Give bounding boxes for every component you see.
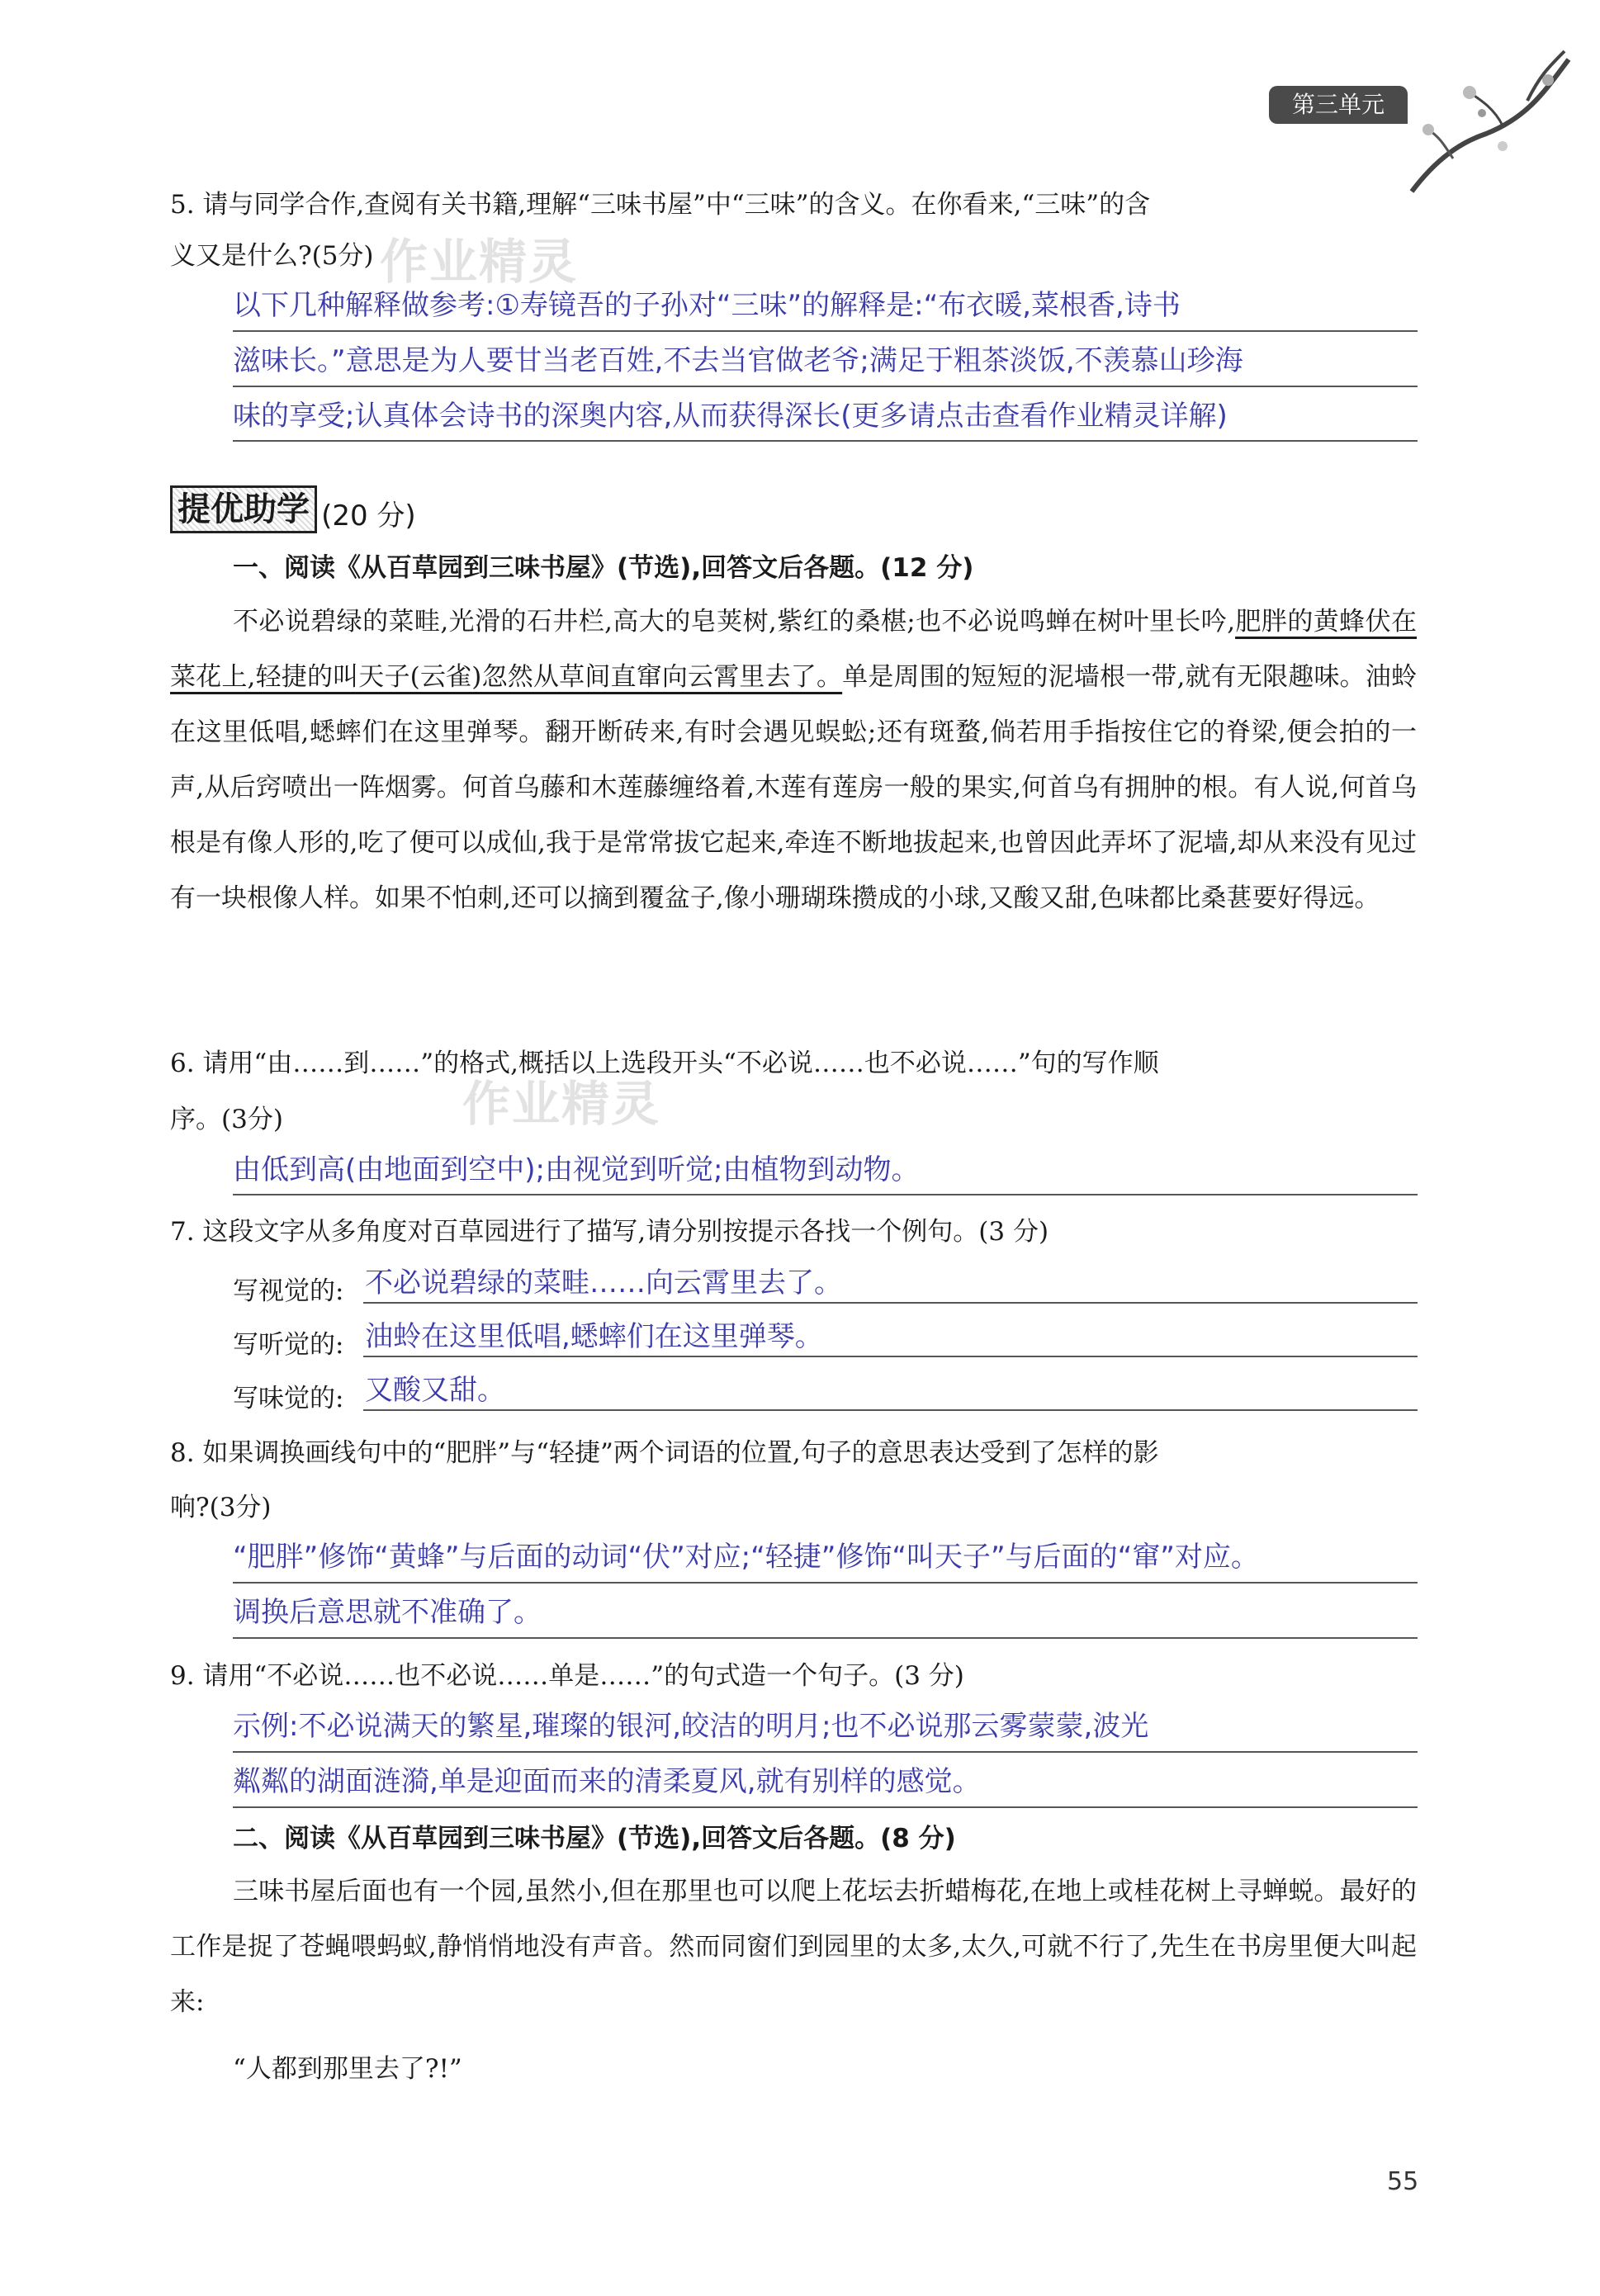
answer-rule: [233, 1194, 1418, 1195]
answer-rule: [233, 1582, 1418, 1584]
part2-passage: 三味书屋后面也有一个园,虽然小,但在那里也可以爬上花坛去折蜡梅花,在地上或桂花树上寻蝉蜕。最好的工作是捉了苍蝇喂蚂蚁,静悄悄地没有声音。然而同窗们到园里的太多,太久,可就不行了,先生在书房里便大叫起来:: [170, 1877, 1417, 2017]
q5-answer-line2: 滋味长。”意思是为人要甘当老百姓,不去当官做老爷;满足于粗茶淡饭,不羡慕山珍海: [233, 344, 1243, 377]
q6-question-line2: 序。(3分): [170, 1105, 283, 1134]
answer-rule: [233, 330, 1418, 332]
q8-answer-line1: “肥胖”修饰“黄蜂”与后面的动词“伏”对应;“轻捷”修饰“叫天子”与后面的“窜”对应。: [233, 1541, 1259, 1574]
q5-question-line1: 5. 请与同学合作,查阅有关书籍,理解“三味书屋”中“三味”的含义。在你看来,“三味”的含: [170, 190, 1151, 220]
q7-answer-sight: 不必说碧绿的菜畦……向云霄里去了。: [365, 1266, 842, 1299]
section-title-text: 提优助学: [170, 485, 317, 533]
section-title: [170, 485, 416, 533]
q7-label-taste: 写味觉的:: [233, 1384, 344, 1413]
passage-rest: 单是周围的短短的泥墙根一带,就有无限趣味。油蛉在这里低唱,蟋蟀们在这里弹琴。翻开断砖来,有时会遇见蜈蚣;还有斑蝥,倘若用手指按住它的脊梁,便会拍的一声,从后窍喷出一阵烟雾。何首乌藤和木莲藤缠络着,木莲有莲房一般的果实,何首乌有拥肿的根。有人说,何首乌根是有像人形的,吃了便可以成仙,我于是常常拔它起来,牵连不断地拔起来,也曾因此弄坏了泥墙,却从来没有见过有一块根像人样。如果不怕刺,还可以摘到覆盆子,像小珊瑚珠攒成的小球,又酸又甜,色味都比桑葚要好得远。: [170, 662, 1417, 913]
answer-rule: [363, 1302, 1418, 1304]
q8-answer-line2: 调换后意思就不准确了。: [233, 1596, 542, 1629]
q9-answer-line2: 粼粼的湖面涟漪,单是迎面而来的清柔夏风,就有别样的感觉。: [233, 1765, 981, 1798]
answer-rule: [363, 1409, 1418, 1411]
q7-label-hearing: 写听觉的:: [233, 1330, 344, 1360]
watermark: 作业精灵: [462, 1076, 661, 1132]
page-number: 55: [1387, 2167, 1419, 2196]
answer-rule: [363, 1356, 1418, 1357]
watermark: 作业精灵: [380, 234, 579, 290]
part2-quote: “人都到那里去了?!”: [233, 2054, 462, 2084]
q8-question-line2: 响?(3分): [170, 1493, 272, 1522]
q5-answer-line1: 以下几种解释做参考:①寿镜吾的子孙对“三味”的解释是:“布衣暖,菜根香,诗书: [233, 289, 1181, 322]
plum-branch-icon: [1404, 43, 1577, 200]
q7-answer-hearing: 油蛉在这里低唱,蟋蟀们在这里弹琴。: [365, 1320, 823, 1353]
q6-answer: 由低到高(由地面到空中);由视觉到听觉;由植物到动物。: [233, 1153, 920, 1186]
answer-rule: [233, 1806, 1418, 1808]
answer-rule: [233, 1637, 1418, 1639]
part1-passage: [170, 594, 1417, 1057]
q5-question-line2: 义又是什么?(5分): [170, 241, 374, 271]
section-score: (20 分): [321, 499, 416, 533]
answer-rule: [233, 386, 1418, 387]
q7-label-sight: 写视觉的:: [233, 1276, 344, 1306]
unit-tab: 第三单元: [1269, 86, 1408, 124]
passage-underlined-sentence: 肥胖的黄蜂伏在菜花上,轻捷的叫天子(云雀)忽然从草间直窜向云霄里去了。: [170, 607, 1417, 692]
q8-question-line1: 8. 如果调换画线句中的“肥胖”与“轻捷”两个词语的位置,句子的意思表达受到了怎样的影: [170, 1438, 1159, 1468]
q5-answer-line3: 味的享受;认真体会诗书的深奥内容,从而获得深长(更多请点击查看作业精灵详解): [233, 400, 1228, 433]
answer-rule: [233, 440, 1418, 442]
q7-question: 7. 这段文字从多角度对百草园进行了描写,请分别按提示各找一个例句。(3 分): [170, 1217, 1049, 1247]
part2-heading: 二、阅读《从百草园到三味书屋》(节选),回答文后各题。(8 分): [233, 1824, 956, 1853]
q6-question-line1: 6. 请用“由……到……”的格式,概括以上选段开头“不必说……也不必说……”句的写作顺: [170, 1049, 1159, 1078]
q7-answer-taste: 又酸又甜。: [365, 1374, 505, 1407]
passage-start: 不必说碧绿的菜畦,光滑的石井栏,高大的皂荚树,紫红的桑椹;也不必说鸣蝉在树叶里长吟,: [233, 607, 1236, 637]
q9-answer-line1: 示例:不必说满天的繁星,璀璨的银河,皎洁的明月;也不必说那云雾蒙蒙,波光: [233, 1710, 1149, 1743]
part1-heading: 一、阅读《从百草园到三味书屋》(节选),回答文后各题。(12 分): [233, 553, 974, 583]
answer-rule: [233, 1751, 1418, 1753]
q9-question: 9. 请用“不必说……也不必说……单是……”的句式造一个句子。(3 分): [170, 1661, 964, 1691]
